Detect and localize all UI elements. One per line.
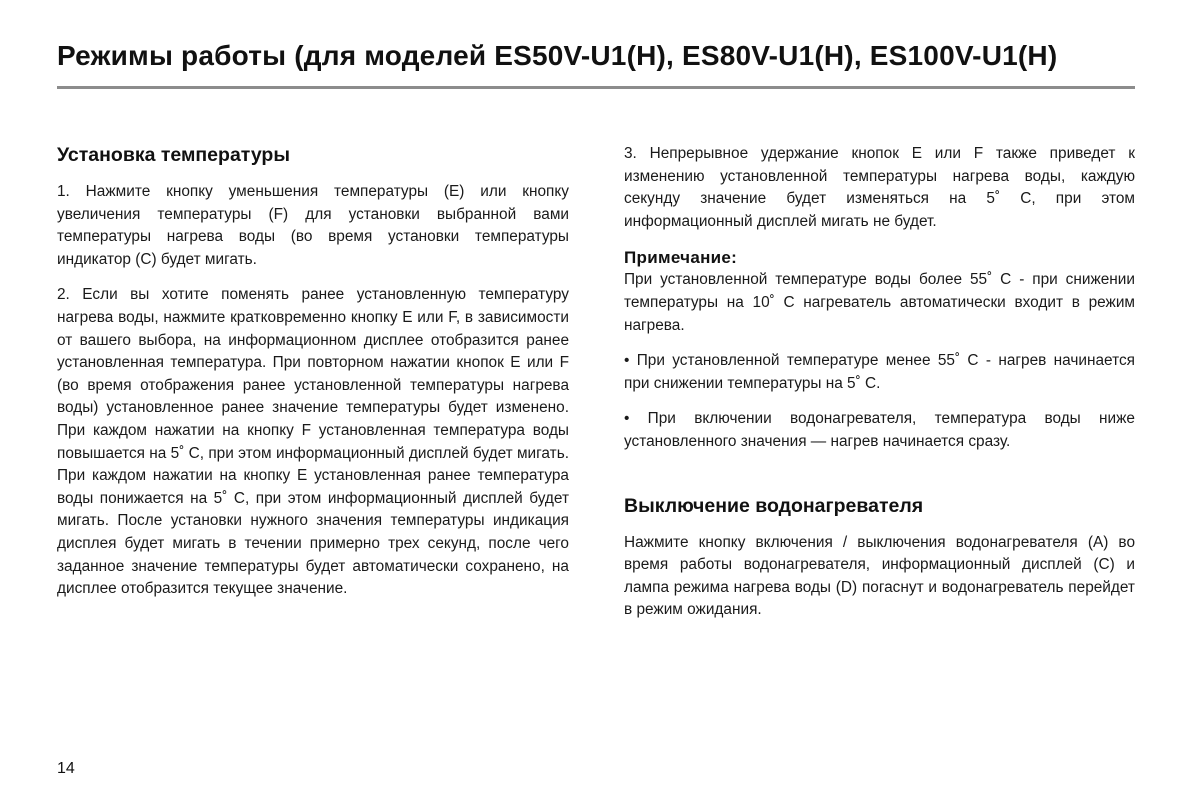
paragraph-shutdown: Нажмите кнопку включения / выключения водонагревателя (A) во время работы водонагревателя, информационный дисплей (C) и лампа режима нагрева воды (D) погаснут и водонагреватель перейдет в режим ожидания. [624,533,1135,619]
page-number: 14 [57,760,75,777]
paragraph-step-2: 2. Если вы хотите поменять ранее установленную температуру нагрева воды, нажмите кратковременно кнопку E или F, в зависимости от вашего выбора, на информационном дисплее отобразится ранее установленная температура. При повторном нажатии кнопок E или F (во время отображения ранее установленной температуры нагрева воды) установленное ранее значение температуры будет изменено. При каждом нажатии на кнопку F установленная температура воды повышается на 5˚ C, при этом информационный дисплей будет мигать. При каждом нажатии на кнопку E установленная ранее температура воды понижается на 5˚ C, при этом информационный дисплей будет мигать. После установки нужного значения температуры индикация дисплея будет мигать в течении примерно трех секунд, после чего заданное значение температуры будет автоматически сохранено, на дисплее отобразится текущее значение. [57,286,569,598]
note-bullet: • При включении водонагревателя, температура воды ниже установленного значения — нагрев начинается сразу. [624,410,1135,450]
page-title: Режимы работы (для моделей ES50V-U1(H), ES80V-U1(H), ES100V-U1(H) [57,40,1058,71]
note-heading: Примечание: [624,248,738,268]
paragraph-step-3: 3. Непрерывное удержание кнопок E или F также приведет к изменению установленной температуры нагрева воды, каждую секунду значение будет изменяться на 5˚ C, при этом информационный дисплей мигать не будет. [624,145,1135,230]
title-divider [57,86,1135,89]
note-text: При установленной температуре воды более 55˚ C - при снижении температуры на 10˚ C нагреватель автоматически входит в режим нагрева. [624,271,1135,334]
section-heading-shutdown: Выключение водонагревателя [624,494,924,517]
right-column [624,143,1135,622]
note-bullet: • При установленной температуре менее 55˚ C - нагрев начинается при снижении температуры на 5˚ C. [624,352,1135,392]
left-column [57,143,569,601]
paragraph-step-1: 1. Нажмите кнопку уменьшения температуры (E) или кнопку увеличения температуры (F) для установки выбранной вами температуры нагрева воды (во время установки температуры индикатор (C) будет мигать. [57,183,569,268]
section-heading-temperature: Установка температуры [57,144,290,166]
